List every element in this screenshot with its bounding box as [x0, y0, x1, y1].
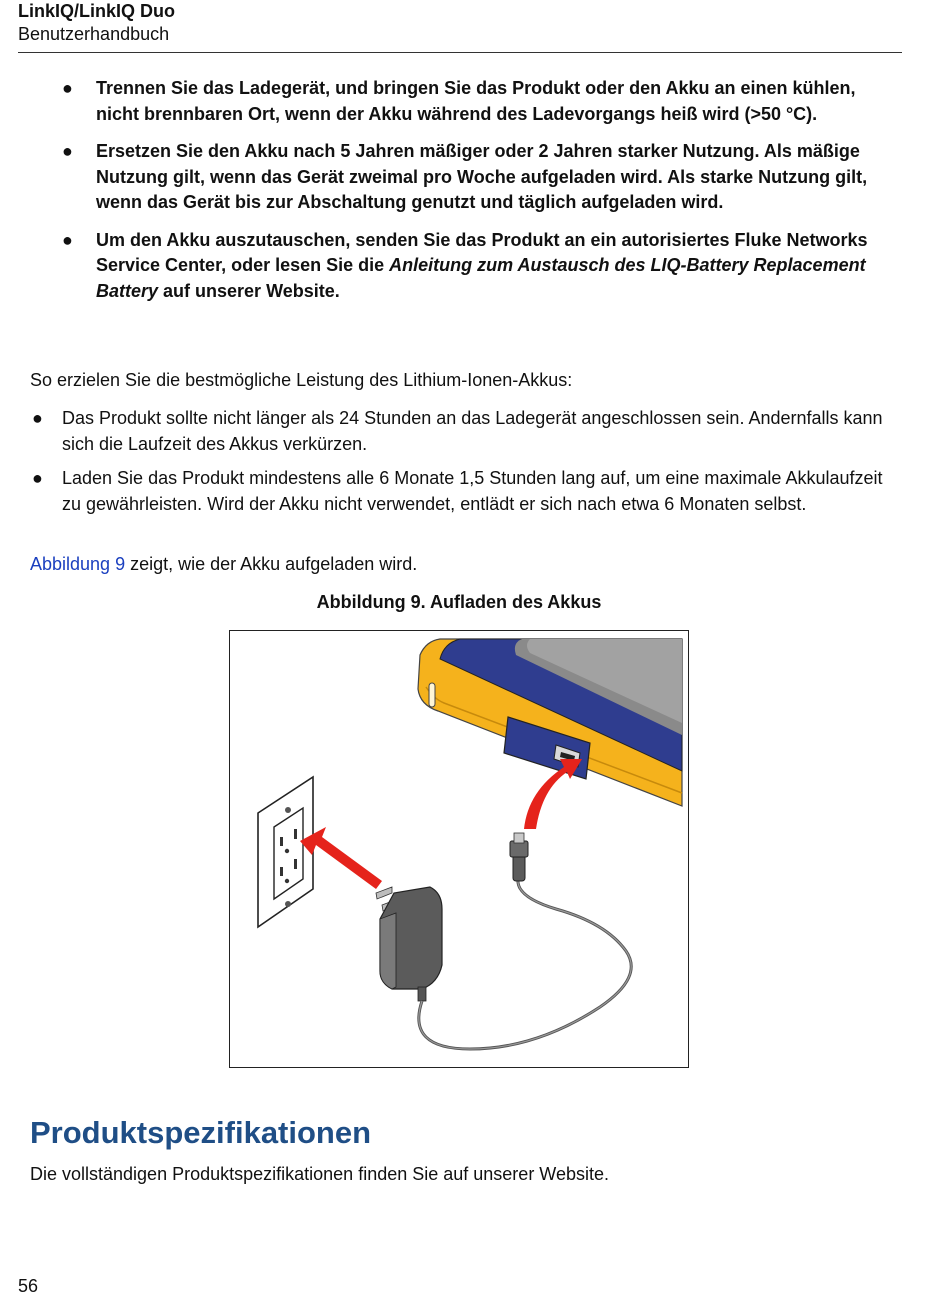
bullet-text: Ersetzen Sie den Akku nach 5 Jahren mäßiger oder 2 Jahren starker Nutzung. Als mäßige Nutzung gilt, wenn das Gerät zweimal pro Woche aufgeladen wird. Als starke Nutzung gilt, wenn das Gerät bis zur Abschaltung genutzt und täglich aufgeladen wird. [96, 141, 868, 212]
section-text: Die vollständigen Produktspezifikationen finden Sie auf unserer Website. [30, 1164, 610, 1184]
performance-bullet-item [30, 466, 900, 517]
warning-bullet-item [60, 228, 890, 305]
bullet-text: Trennen Sie das Ladegerät, und bringen Sie das Produkt oder den Akku an einen kühlen, nicht brennbaren Ort, wenn der Akku während des Ladevorgangs heiß wird (>50 °C). [96, 78, 856, 124]
figure-caption: Abbildung 9. Aufladen des Akkus [316, 592, 602, 612]
wall-outlet-icon [258, 777, 313, 927]
bullet-text: Das Produkt sollte nicht länger als 24 Stunden an das Ladegerät angeschlossen sein. Andernfalls kann sich die Laufzeit des Akkus verkürzen. [62, 408, 883, 454]
bullet-icon: ● [62, 229, 73, 250]
page-number: 56 [18, 1276, 39, 1296]
usb-plug-icon [510, 833, 528, 881]
bullet-icon: ● [32, 468, 43, 488]
page-header [18, 0, 902, 46]
header-product-name: LinkIQ/LinkIQ Duo [18, 1, 175, 21]
battery-performance-intro: So erzielen Sie die bestmögliche Leistung des Lithium-Ionen-Akkus: [30, 370, 573, 390]
warning-bullet-item [60, 76, 890, 127]
figure-reference-text: zeigt, wie der Akku aufgeladen wird. [125, 554, 418, 574]
warning-bullet-list [60, 76, 890, 316]
bullet-text: Um den Akku auszutauschen, senden Sie das Produkt an ein autorisiertes Fluke Networks Service Center, oder lesen Sie die [96, 229, 868, 275]
charging-cable-icon [419, 879, 631, 1049]
header-manual-title: Benutzerhandbuch [18, 24, 170, 44]
figure-9-link[interactable]: Abbildung 9 [30, 554, 126, 574]
warning-bullet-item [60, 139, 890, 216]
bullet-text: Laden Sie das Produkt mindestens alle 6 Monate 1,5 Stunden lang auf, um eine maximale Akkulaufzeit zu gewährleisten. Wird der Akku nicht verwendet, entlädt er sich nach etwa 6 Monaten selbst. [62, 468, 883, 514]
section-title: Produktspezifikationen [30, 1115, 372, 1150]
performance-bullet-list [30, 406, 900, 526]
charging-illustration [229, 630, 689, 1068]
charger-adapter-icon [376, 887, 442, 1001]
performance-bullet-item [30, 406, 900, 457]
bullet-icon: ● [62, 141, 73, 161]
bullet-text-italic: Anleitung zum Austausch des LIQ-Battery Replacement Battery [96, 255, 866, 301]
figure-reference-paragraph [30, 552, 417, 577]
header-divider [18, 52, 902, 53]
bullet-icon: ● [32, 408, 43, 428]
arrow-to-usb-port-icon [524, 759, 582, 829]
charging-illustration-svg [230, 631, 688, 1067]
bullet-icon: ● [62, 78, 73, 98]
bullet-text-end: auf unserer Website. [158, 280, 340, 301]
